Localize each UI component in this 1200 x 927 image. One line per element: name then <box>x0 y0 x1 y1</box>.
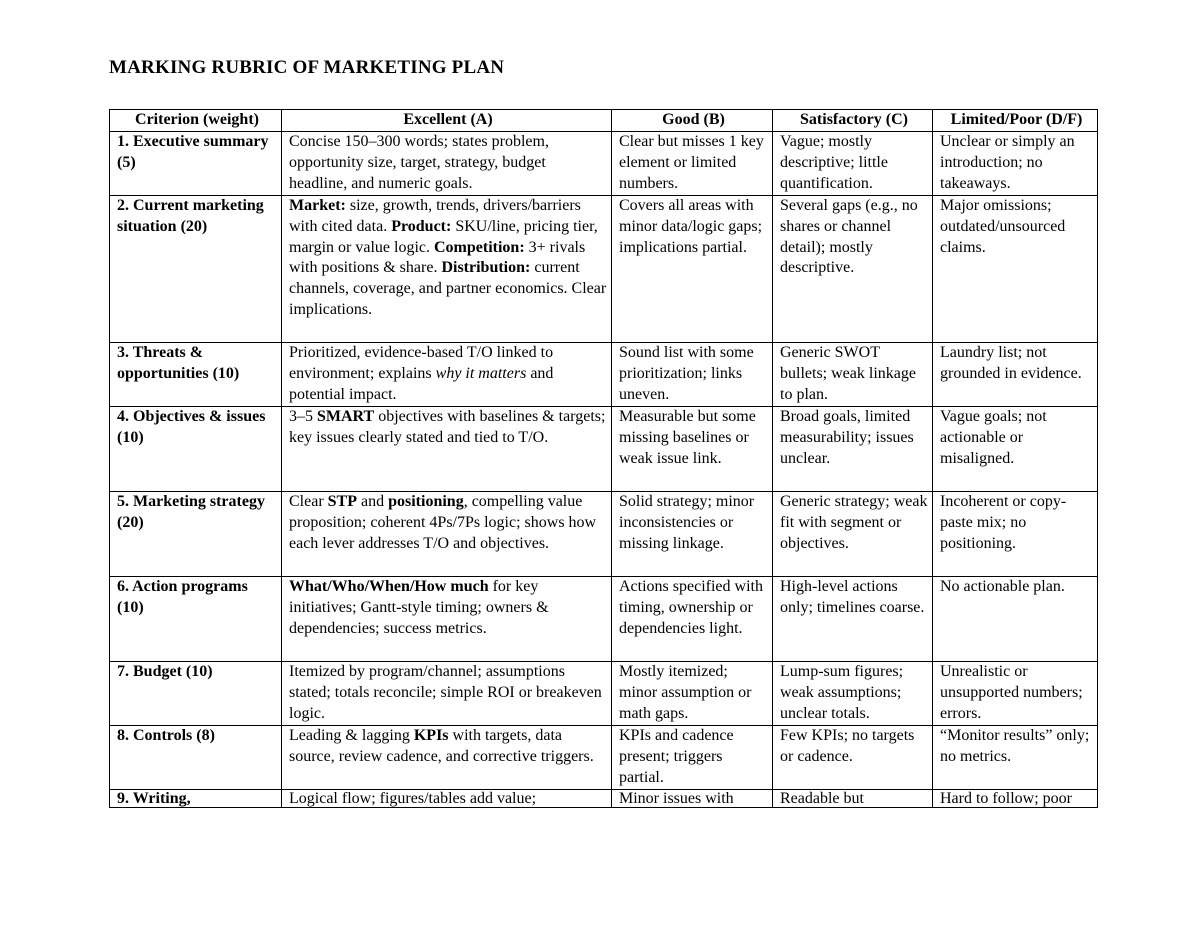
text-span: and <box>357 493 389 510</box>
text-span: 3–5 <box>289 408 317 425</box>
satisfactory-cell: High-level actions only; timelines coarse. <box>773 577 933 662</box>
criterion-cell: 7. Budget (10) <box>110 662 282 726</box>
excellent-cell <box>282 662 612 726</box>
text-span: Leading & lagging <box>289 727 414 744</box>
criterion-cell: 6. Action programs (10) <box>110 577 282 662</box>
excellent-cell <box>282 343 612 407</box>
satisfactory-cell: Few KPIs; no targets or cadence. <box>773 726 933 790</box>
text-span: current channels, coverage, and partner economics. Clear implications. <box>289 259 607 318</box>
table-row <box>110 790 1098 808</box>
header-satisfactory: Satisfactory (C) <box>773 110 933 132</box>
criterion-cell: 2. Current marketing situation (20) <box>110 196 282 343</box>
excellent-cell <box>282 407 612 492</box>
excellent-cell <box>282 726 612 790</box>
limited-cell: Vague goals; not actionable or misaligned. <box>933 407 1098 492</box>
table-row <box>110 343 1098 407</box>
good-cell: Covers all areas with minor data/logic gaps; implications partial. <box>612 196 773 343</box>
text-span: Itemized by program/channel; assumptions stated; totals reconcile; simple ROI or breakeven logic. <box>289 663 602 722</box>
text-span: Logical flow; figures/tables add value; <box>289 790 537 807</box>
table-row <box>110 492 1098 577</box>
text-span: Clear <box>289 493 328 510</box>
text-span: objectives with baselines & targets; key issues clearly stated and tied to T/O. <box>289 408 606 446</box>
good-cell: Actions specified with timing, ownership or dependencies light. <box>612 577 773 662</box>
good-cell: Mostly itemized; minor assumption or math gaps. <box>612 662 773 726</box>
bold-text: Market: <box>289 197 346 214</box>
text-span: and potential impact. <box>289 364 554 403</box>
table-row <box>110 577 1098 662</box>
limited-cell: Major omissions; outdated/unsourced claims. <box>933 196 1098 343</box>
rubric-table <box>109 109 1098 808</box>
table-row <box>110 726 1098 790</box>
good-cell: Measurable but some missing baselines or weak issue link. <box>612 407 773 492</box>
text-span: for key initiatives; Gantt-style timing; owners & dependencies; success metrics. <box>289 578 549 637</box>
satisfactory-cell: Generic strategy; weak fit with segment or objectives. <box>773 492 933 577</box>
document-title: MARKING RUBRIC OF MARKETING PLAN <box>109 57 505 78</box>
limited-cell: No actionable plan. <box>933 577 1098 662</box>
limited-cell: Hard to follow; poor <box>933 790 1098 808</box>
header-excellent: Excellent (A) <box>282 110 612 132</box>
table-row <box>110 132 1098 196</box>
limited-cell: Incoherent or copy-paste mix; no positioning. <box>933 492 1098 577</box>
excellent-cell <box>282 492 612 577</box>
header-good: Good (B) <box>612 110 773 132</box>
good-cell: Minor issues with <box>612 790 773 808</box>
criterion-cell: 8. Controls (8) <box>110 726 282 790</box>
criterion-cell: 1. Executive summary (5) <box>110 132 282 196</box>
good-cell: Sound list with some prioritization; links uneven. <box>612 343 773 407</box>
good-cell: KPIs and cadence present; triggers partial. <box>612 726 773 790</box>
criterion-cell: 5. Marketing strategy (20) <box>110 492 282 577</box>
bold-text: What/Who/When/How much <box>289 578 489 595</box>
satisfactory-cell: Broad goals, limited measurability; issues unclear. <box>773 407 933 492</box>
table-row <box>110 662 1098 726</box>
text-span: size, growth, trends, drivers/barriers with cited data. <box>289 197 581 235</box>
text-span: Concise 150–300 words; states problem, opportunity size, target, strategy, budget headline, and numeric goals. <box>289 133 549 192</box>
bold-text: Competition: <box>434 238 525 256</box>
table-row <box>110 196 1098 343</box>
text-span: Prioritized, evidence-based T/O linked to environment; explains <box>289 344 554 382</box>
table-row <box>110 407 1098 492</box>
criterion-cell: 4. Objectives & issues (10) <box>110 407 282 492</box>
header-limited: Limited/Poor (D/F) <box>933 110 1098 132</box>
satisfactory-cell: Generic SWOT bullets; weak linkage to plan. <box>773 343 933 407</box>
excellent-cell <box>282 132 612 196</box>
excellent-cell <box>282 577 612 662</box>
italic-text: why it matters <box>435 364 527 382</box>
limited-cell: Unclear or simply an introduction; no takeaways. <box>933 132 1098 196</box>
limited-cell: “Monitor results” only; no metrics. <box>933 726 1098 790</box>
good-cell: Solid strategy; minor inconsistencies or missing linkage. <box>612 492 773 577</box>
excellent-cell <box>282 790 612 808</box>
satisfactory-cell: Readable but <box>773 790 933 808</box>
rubric-body <box>110 132 1098 808</box>
bold-text: positioning <box>388 493 464 510</box>
criterion-cell: 3. Threats & opportunities (10) <box>110 343 282 407</box>
text-span: SKU/line, pricing tier, margin or value logic. <box>289 217 598 256</box>
bold-text: Distribution: <box>441 259 531 277</box>
excellent-cell <box>282 196 612 343</box>
header-row <box>110 110 1098 132</box>
limited-cell: Unrealistic or unsupported numbers; errors. <box>933 662 1098 726</box>
satisfactory-cell: Vague; mostly descriptive; little quantification. <box>773 132 933 196</box>
satisfactory-cell: Lump-sum figures; weak assumptions; unclear totals. <box>773 662 933 726</box>
satisfactory-cell: Several gaps (e.g., no shares or channel detail); mostly descriptive. <box>773 196 933 343</box>
criterion-cell: 9. Writing, <box>110 790 282 808</box>
text-span: with targets, data source, review cadence, and corrective triggers. <box>289 727 594 765</box>
bold-text: Product: <box>391 217 452 235</box>
limited-cell: Laundry list; not grounded in evidence. <box>933 343 1098 407</box>
text-span: , compelling value proposition; coherent 4Ps/7Ps logic; shows how each lever addresses T/O and objectives. <box>289 493 597 552</box>
good-cell: Clear but misses 1 key element or limited numbers. <box>612 132 773 196</box>
text-span: 3+ rivals with positions & share. <box>289 238 586 277</box>
bold-text: KPIs <box>413 727 449 744</box>
bold-text: SMART <box>317 408 375 425</box>
bold-text: STP <box>327 493 357 510</box>
header-criterion: Criterion (weight) <box>110 110 282 132</box>
